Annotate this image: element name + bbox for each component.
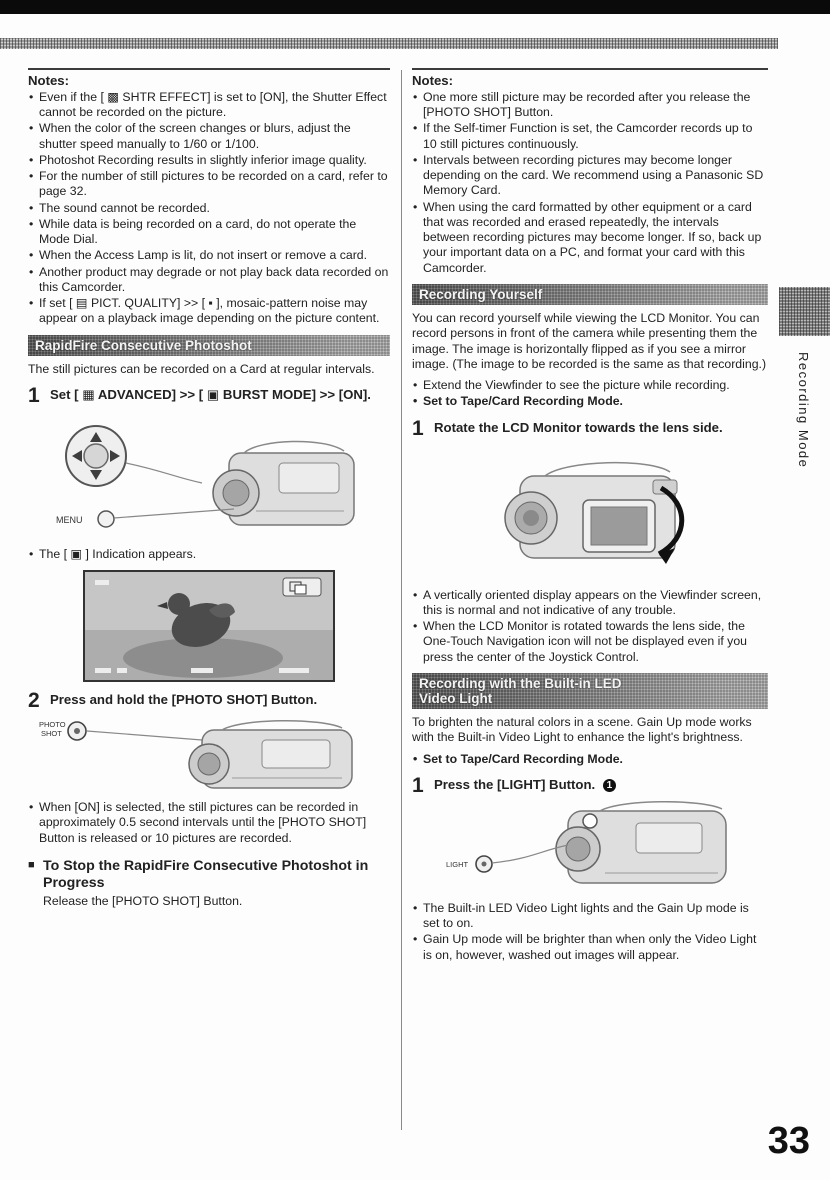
notes-list bbox=[28, 90, 390, 327]
note-item: • Gain Up mode will be brighter than when only the Video Light is on, however, washed out images will appear. bbox=[412, 932, 768, 962]
note-item: • While data is being recorded on a card, do not operate the Mode Dial. bbox=[28, 217, 390, 247]
note-item: • When [ON] is selected, the still pictures can be recorded in approximately 0.5 second intervals until the [PHOTO SHOT] Button is released or 10 pictures are recorded. bbox=[28, 800, 390, 846]
page-number: 33 bbox=[767, 1120, 810, 1162]
note-item: • If set [ ▤ PICT. QUALITY] >> [ ▪ ], mosaic-pattern noise may appear on a playback image depending on the picture content. bbox=[28, 296, 390, 326]
indication-note-list bbox=[28, 547, 390, 562]
burst-mode-indicator-icon bbox=[283, 578, 321, 596]
note-item: • Another product may degrade or not play back data recorded on this Camcorder. bbox=[28, 265, 390, 295]
section-header-led-video-light bbox=[412, 673, 768, 709]
menu-button-label: MENU bbox=[56, 514, 83, 525]
column-rule bbox=[28, 68, 390, 70]
note-item: • When the LCD Monitor is rotated towards the lens side, the One-Touch Navigation icon will not be displayed even if you press the center of the Joystick Control. bbox=[412, 619, 768, 665]
notes-list bbox=[412, 90, 768, 276]
square-marker-icon: ■ bbox=[28, 858, 35, 871]
camcorder-sketch bbox=[213, 441, 354, 525]
banner-line-2: Video Light bbox=[419, 690, 493, 706]
note-item: • Intervals between recording pictures may become longer depending on the card. We recommend using a Panasonic SD Memory Card. bbox=[412, 153, 768, 199]
section-body: To brighten the natural colors in a scene. Gain Up mode works with the Built-in Video Light to enhance the light's brightness. bbox=[412, 714, 752, 745]
bullet-item: • Extend the Viewfinder to see the picture while recording. bbox=[412, 378, 768, 393]
note-item: • When using the card formatted by other equipment or a card that was recorded and erased repeatedly, the intervals between recording pictures may become longer. If so, back up your important data on a PC, and format your card with this Camcorder. bbox=[412, 200, 768, 276]
step-1-led-light bbox=[412, 775, 768, 796]
after-step-notes bbox=[412, 588, 768, 665]
pre-step-bullets bbox=[412, 378, 768, 409]
decorative-texture-strip bbox=[0, 38, 778, 49]
step-number: 2 bbox=[28, 689, 40, 713]
banner-line-1: Recording with the Built-in LED bbox=[419, 675, 622, 691]
after-step-notes bbox=[412, 901, 768, 963]
note-item: • For the number of still pictures to be recorded on a card, refer to page 32. bbox=[28, 169, 390, 199]
step-text bbox=[434, 775, 616, 794]
note-item: • When the color of the screen changes or blurs, adjust the shutter speed manually to 1/60 or 1/100. bbox=[28, 121, 390, 151]
step-text: Press and hold the [PHOTO SHOT] Button. bbox=[50, 692, 318, 708]
step-text-main: Press the [LIGHT] Button. bbox=[434, 776, 596, 792]
section-body: You can record yourself while viewing the LCD Monitor. You can record persons in front of the camera while presenting them the image. The image is horizontally flipped as if you see a mirror image. (The image to be recorded is the same as that recording.) bbox=[412, 310, 767, 371]
section-header-recording-yourself: Recording Yourself bbox=[412, 284, 768, 305]
light-button-label: LIGHT bbox=[446, 859, 469, 869]
photo-shot-label-line1: PHOTO bbox=[38, 720, 66, 730]
column-rule bbox=[412, 68, 768, 70]
section-intro: The still pictures can be recorded on a Card at regular intervals. bbox=[28, 361, 375, 376]
note-item: • A vertically oriented display appears on the Viewfinder screen, this is normal and not indicative of any trouble. bbox=[412, 588, 768, 618]
joystick-icon bbox=[66, 426, 126, 486]
joystick-menu-illustration bbox=[44, 411, 374, 543]
stop-heading bbox=[28, 858, 390, 893]
callout-1-badge: 1 bbox=[603, 779, 616, 792]
note-item: • When the Access Lamp is lit, do not insert or remove a card. bbox=[28, 248, 390, 263]
menu-button-icon bbox=[98, 511, 114, 527]
note-item: • One more still picture may be recorded after you release the [PHOTO SHOT] Button. bbox=[412, 90, 768, 120]
right-column bbox=[412, 68, 768, 971]
rotate-lcd-illustration bbox=[465, 444, 715, 584]
after-step-notes bbox=[28, 800, 390, 846]
indication-note: • The [ ▣ ] Indication appears. bbox=[28, 547, 390, 562]
step-number: 1 bbox=[412, 416, 424, 440]
bullet-item-bold: • Set to Tape/Card Recording Mode. bbox=[412, 394, 768, 409]
note-item: • Photoshot Recording results in slightly inferior image quality. bbox=[28, 153, 390, 168]
note-item: • The Built-in LED Video Light lights and the Gain Up mode is set to on. bbox=[412, 901, 768, 931]
stop-body-text: Release the [PHOTO SHOT] Button. bbox=[43, 894, 243, 909]
bullet-item-bold: • Set to Tape/Card Recording Mode. bbox=[412, 752, 768, 767]
photo-shot-label-line2: SHOT bbox=[40, 729, 62, 739]
led-light-icon bbox=[583, 814, 597, 828]
pre-step-bullets bbox=[412, 752, 768, 767]
note-item: • Even if the [ ▩ SHTR EFFECT] is set to [ON], the Shutter Effect cannot be recorded on the picture. bbox=[28, 90, 390, 120]
note-item: • If the Self-timer Function is set, the Camcorder records up to 10 still pictures continuously. bbox=[412, 121, 768, 151]
step-2-rapidfire bbox=[28, 690, 390, 711]
column-divider bbox=[401, 70, 402, 1130]
notes-heading: Notes: bbox=[28, 73, 70, 88]
photo-shot-button-illustration bbox=[37, 716, 382, 796]
chapter-tab bbox=[779, 287, 830, 336]
section-header-rapidfire: RapidFire Consecutive Photoshot bbox=[28, 335, 390, 356]
step-number: 1 bbox=[412, 773, 424, 797]
step-text: Set [ ▦ ADVANCED] >> [ ▣ BURST MODE] >> [ON]. bbox=[50, 386, 371, 402]
camcorder-sketch bbox=[189, 721, 352, 788]
left-column bbox=[28, 68, 390, 908]
note-item: • The sound cannot be recorded. bbox=[28, 201, 390, 216]
burst-indication-screen-image bbox=[83, 570, 335, 682]
light-button-illustration bbox=[440, 801, 740, 897]
notes-heading: Notes: bbox=[412, 73, 454, 88]
chapter-label: Recording Mode bbox=[796, 352, 811, 469]
stop-heading-text: To Stop the RapidFire Consecutive Photoshot in Progress bbox=[43, 857, 369, 892]
step-number: 1 bbox=[28, 383, 40, 407]
step-text: Rotate the LCD Monitor towards the lens side. bbox=[434, 419, 723, 435]
step-1-recording-yourself bbox=[412, 418, 768, 439]
camcorder-sketch bbox=[556, 802, 726, 883]
step-1-rapidfire bbox=[28, 385, 390, 406]
lcd-panel bbox=[583, 500, 655, 552]
top-black-bar bbox=[0, 0, 830, 14]
